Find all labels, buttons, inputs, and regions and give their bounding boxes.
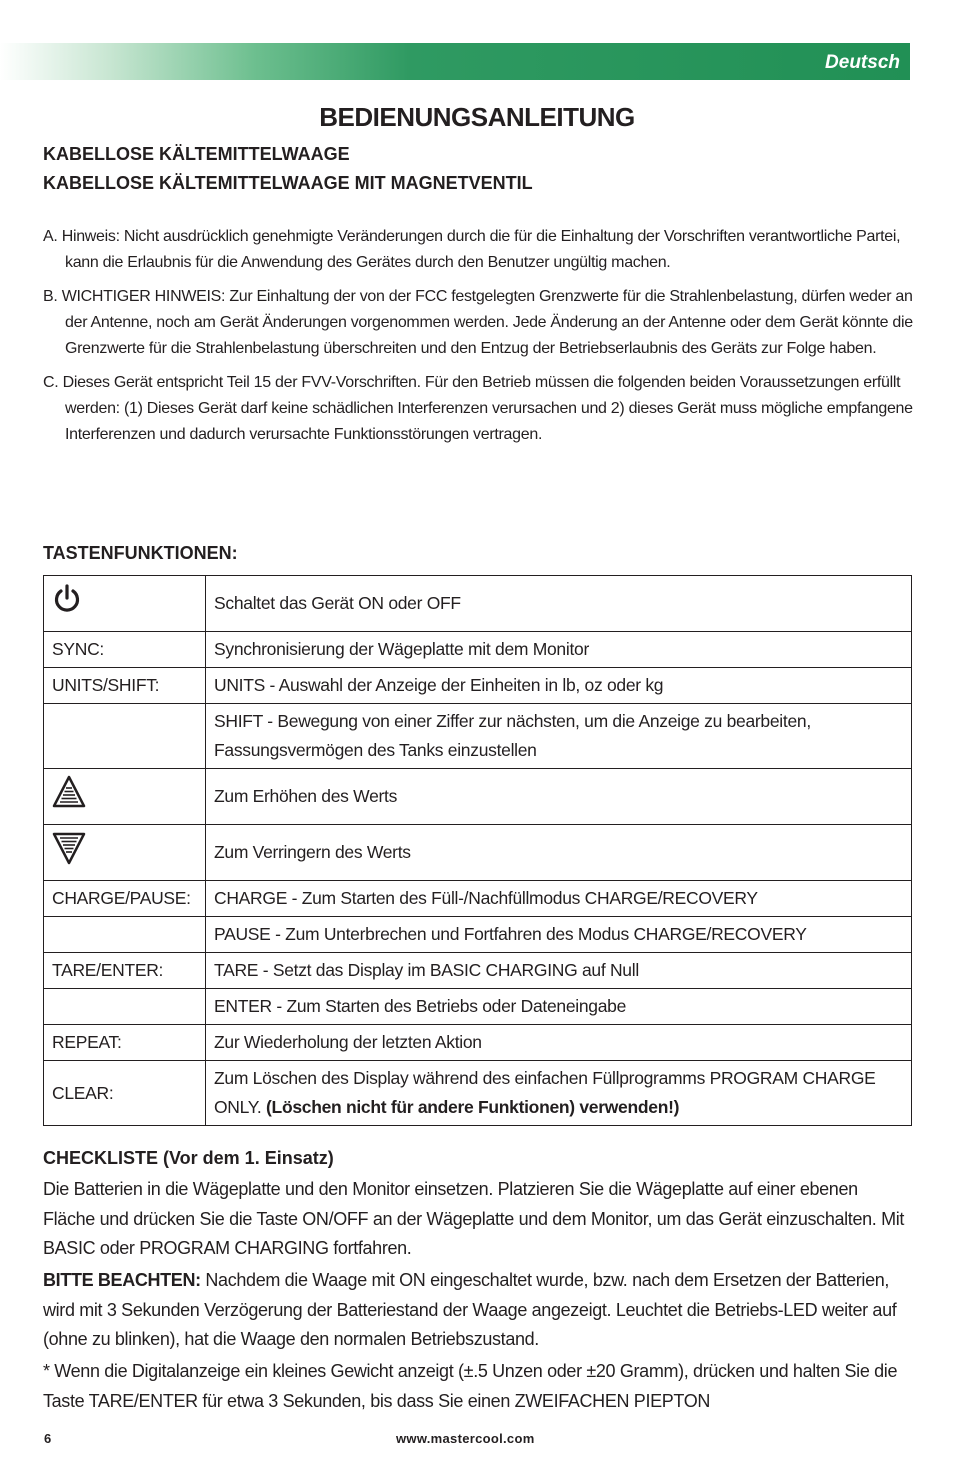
table-row (44, 632, 912, 668)
key-cell (44, 825, 206, 881)
key-cell (44, 989, 206, 1025)
table-row (44, 881, 912, 917)
checklist-paragraph-1: Die Batterien in die Wägeplatte und den Monitor einsetzen. Platzieren Sie die Wägeplatte auf einer ebenen Fläche und drücken Sie die Taste ON/OFF an der Wägeplatte und dem Monitor, um das Gerät einzuschalten. Mit BASIC oder PROGRAM CHARGING fortfahren. (43, 1179, 905, 1258)
key-cell: REPEAT: (44, 1025, 206, 1061)
footer-url: www.mastercool.com (396, 1431, 535, 1446)
key-functions-table (43, 575, 912, 1126)
key-cell: UNITS/SHIFT: (44, 668, 206, 704)
desc-text: Zum Löschen des Display während des einfachen Füllprogramms PROGRAM CHARGE ONLY. (214, 1068, 876, 1117)
key-cell (44, 576, 206, 632)
note-letter: A. (43, 228, 58, 245)
key-cell (44, 704, 206, 769)
key-cell: CHARGE/PAUSE: (44, 881, 206, 917)
desc-cell: Zur Wiederholung der letzten Aktion (206, 1025, 912, 1061)
page-title: BEDIENUNGSANLEITUNG (319, 102, 635, 132)
note-text: WICHTIGER HINWEIS: Zur Einhaltung der von der FCC festgelegten Grenzwerte für die Strahlenbelastung, dürfen weder an der Antenne, noch am Gerät Änderungen vorgenommen werden. Jede Änderung an der Antenne oder dem Gerät könnte die Grenzwerte für die Strahlenbelastung überschreiten und den Entzug der Betriebserlaubnis des Geräts zur Folge haben. (61, 288, 913, 357)
note-text: Hinweis: Nicht ausdrücklich genehmigte Veränderungen durch die für die Einhaltung der Vorschriften verantwortliche Partei, kann die Erlaubnis für die Anwendung des Gerätes durch den Benutzer ungültig machen. (61, 228, 901, 271)
table-row (44, 825, 912, 881)
desc-cell: CHARGE - Zum Starten des Füll-/Nachfüllmodus CHARGE/RECOVERY (206, 881, 912, 917)
desc-cell: Schaltet das Gerät ON oder OFF (206, 576, 912, 632)
up-triangle-icon (52, 775, 86, 818)
key-cell: TARE/ENTER: (44, 953, 206, 989)
desc-cell: TARE - Setzt das Display im BASIC CHARGING auf Null (206, 953, 912, 989)
note-label: BITTE BEACHTEN: (43, 1270, 201, 1290)
checklist-paragraph-3: * Wenn die Digitalanzeige ein kleines Gewicht anzeigt (±.5 Unzen oder ±20 Gramm), drücken und halten Sie die Taste TARE/ENTER für etwa 3 Sekunden, bis dass Sie einen ZWEIFACHEN PIEPTON (43, 1361, 898, 1411)
note-body: Nachdem die Waage mit ON eingeschaltet wurde, bzw. nach dem Ersetzen der Batterien, wird mit 3 Sekunden Verzögerung der Batteriestand der Waage angezeigt. Leuchtet die Betriebs-LED weiter auf (ohne zu blinken), hat die Waage den normalen Betriebszustand. (43, 1270, 897, 1349)
down-triangle-icon (52, 831, 86, 874)
table-row (44, 953, 912, 989)
key-cell: CLEAR: (44, 1061, 206, 1126)
table-row (44, 769, 912, 825)
subtitle-1: KABELLOSE KÄLTEMITTELWAAGE (43, 144, 350, 164)
table-row (44, 576, 912, 632)
page-number: 6 (44, 1431, 52, 1446)
table-row (44, 917, 912, 953)
desc-cell (206, 1061, 912, 1126)
key-cell (44, 917, 206, 953)
key-cell (44, 769, 206, 825)
desc-cell: SHIFT - Bewegung von einer Ziffer zur nächsten, um die Anzeige zu bearbeiten, Fassungsvermögen des Tanks einzustellen (206, 704, 912, 769)
desc-cell: Zum Erhöhen des Werts (206, 769, 912, 825)
desc-cell: PAUSE - Zum Unterbrechen und Fortfahren des Modus CHARGE/RECOVERY (206, 917, 912, 953)
table-row (44, 989, 912, 1025)
language-bar (0, 43, 910, 80)
desc-cell: UNITS - Auswahl der Anzeige der Einheiten in lb, oz oder kg (206, 668, 912, 704)
note-c (43, 370, 913, 448)
note-b (43, 284, 913, 362)
note-letter: C. (43, 374, 59, 391)
checklist-heading: CHECKLISTE (Vor dem 1. Einsatz) (43, 1148, 334, 1168)
note-text: Dieses Gerät entspricht Teil 15 der FVV-Vorschriften. Für den Betrieb müssen die folgenden beiden Voraussetzungen erfüllt werden: (1) Dieses Gerät darf keine schädlichen Interferenzen verursachen und 2) dieses Gerät muss mögliche empfangene Interferenzen und dadurch verursachte Funktionsstörungen vertragen. (62, 374, 913, 443)
key-cell: SYNC: (44, 632, 206, 668)
table-row (44, 668, 912, 704)
note-a (43, 224, 913, 276)
notes-list (43, 224, 913, 456)
note-letter: B. (43, 288, 58, 305)
desc-cell: Zum Verringern des Werts (206, 825, 912, 881)
table-row (44, 1061, 912, 1126)
power-icon (52, 583, 82, 624)
table-row (44, 1025, 912, 1061)
desc-cell: Synchronisierung der Wägeplatte mit dem Monitor (206, 632, 912, 668)
table-row (44, 704, 912, 769)
language-label: Deutsch (825, 52, 900, 73)
checklist-note (43, 1266, 913, 1355)
desc-cell: ENTER - Zum Starten des Betriebs oder Dateneingabe (206, 989, 912, 1025)
key-functions-heading: TASTENFUNKTIONEN: (43, 543, 238, 563)
desc-warning: (Löschen nicht für andere Funktionen) verwenden!) (266, 1097, 680, 1117)
subtitle-2: KABELLOSE KÄLTEMITTELWAAGE MIT MAGNETVENTIL (43, 173, 533, 193)
